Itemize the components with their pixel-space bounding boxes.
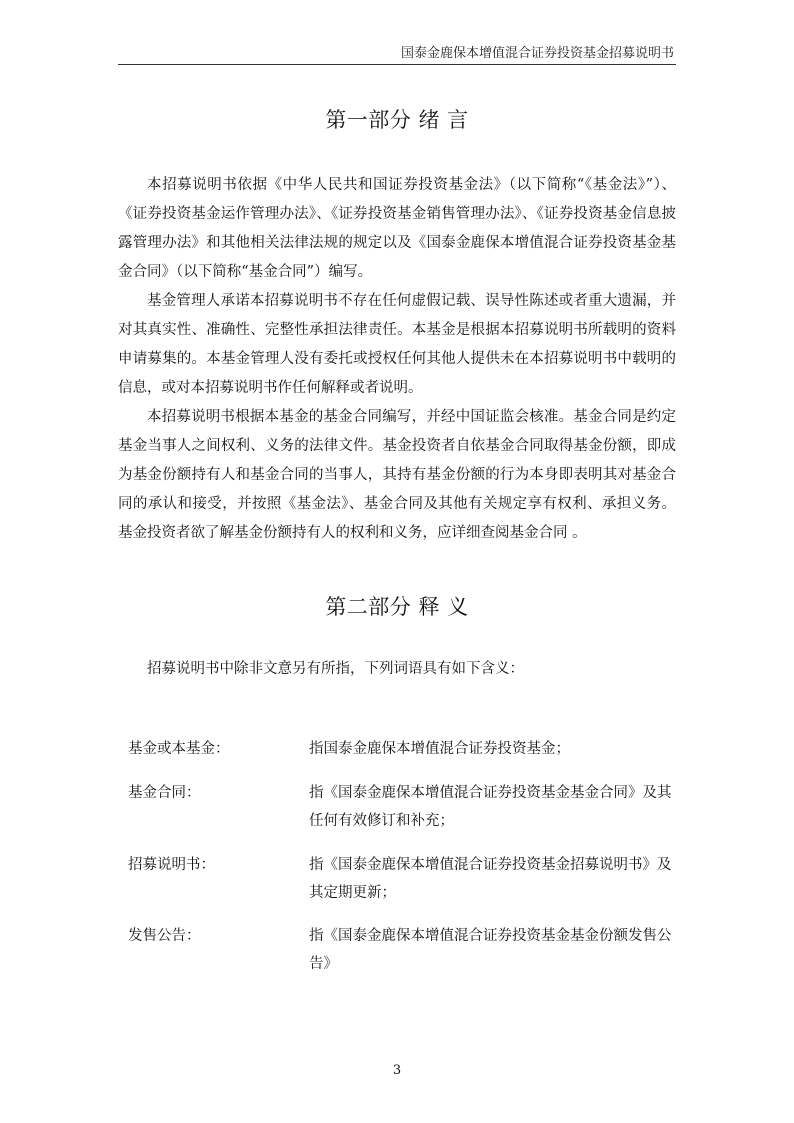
section-title-definitions: 第二部分 释 义 (325, 595, 469, 619)
header-title: 国泰金鹿保本增值混合证券投资基金招募说明书 (400, 46, 674, 61)
definition-term: 招募说明书： (128, 857, 215, 873)
definition-text: 指《国泰金鹿保本增值混合证券投资基金招募说明书》及其定期更新； (309, 857, 672, 901)
definitions-intro: 招募说明书中除非文意另有所指，下列词语具有如下含义： (147, 661, 524, 677)
intro-paragraph-1: 本招募说明书依据《中华人民共和国证券投资基金法》（以下简称“《基金法》”）、《证券投资基金运作管理办法》、《证券投资基金销售管理办法》、《证券投资基金信息披露管理办法》和其他相关法律法规的规定以及《国泰金鹿保本增值混合证券投资基金基金合同》（以下简称“基金合同”）编写。 (118, 177, 676, 280)
definition-text: 指国泰金鹿保本增值混合证券投资基金； (309, 741, 570, 757)
page-number: 3 (392, 1063, 402, 1078)
definition-term: 基金或本基金： (128, 741, 230, 757)
intro-paragraph-3: 本招募说明书根据本基金的基金合同编写，并经中国证监会核准。基金合同是约定基金当事人之间权利、义务的法律文件。基金投资者自依基金合同取得基金份额，即成为基金份额持有人和基金合同的当事人，其持有基金份额的行为本身即表明其对基金合同的承认和接受，并按照《基金法》、基金合同及其他有关规定享有权利、承担义务。基金投资者欲了解基金份额持有人的权利和义务，应详细查阅基金合同 。 (118, 409, 676, 541)
header-rule (118, 64, 676, 65)
intro-paragraph-2: 基金管理人承诺本招募说明书不存在任何虚假记载、误导性陈述或者重大遗漏，并对其真实性、准确性、完整性承担法律责任。本基金是根据本招募说明书所载明的资料申请募集的。本基金管理人没有委托或授权任何其他人提供未在本招募说明书中载明的信息，或对本招募说明书作任何解释或者说明。 (118, 293, 676, 396)
section-title-introduction: 第一部分 绪 言 (325, 108, 469, 132)
definition-text: 指《国泰金鹿保本增值混合证券投资基金基金份额发售公告》 (309, 928, 672, 972)
definition-term: 发售公告： (128, 928, 201, 944)
definition-text: 指《国泰金鹿保本增值混合证券投资基金基金合同》及其任何有效修订和补充； (309, 785, 672, 829)
definition-term: 基金合同： (128, 785, 201, 801)
